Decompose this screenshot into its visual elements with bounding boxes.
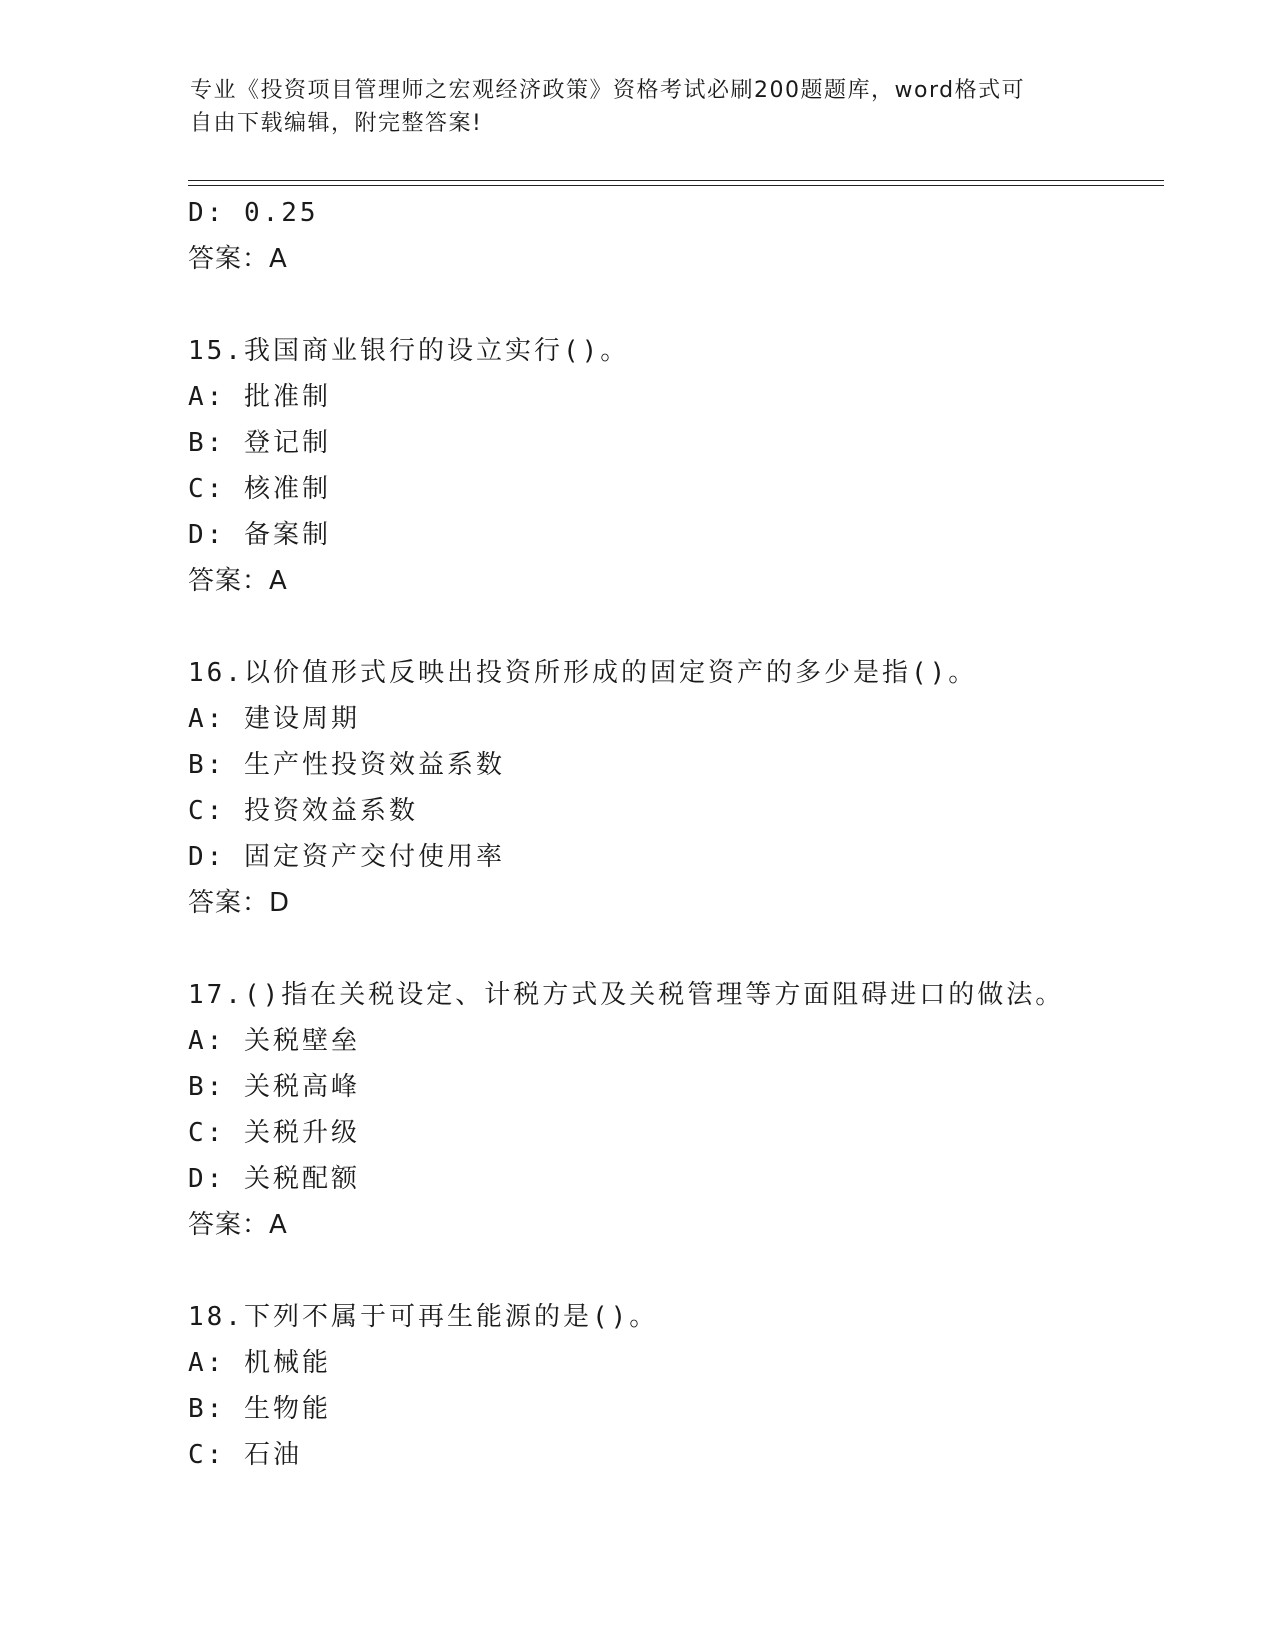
option-a: A: 批准制 [188,382,331,412]
answer-label: 答案：A [188,566,288,596]
option-d: D: 关税配额 [188,1164,360,1194]
option-b: B: 生产性投资效益系数 [188,750,505,780]
option-a: A: 关税壁垒 [188,1026,360,1056]
option-d: D: 备案制 [188,520,331,550]
option-b: B: 生物能 [188,1394,331,1424]
document-header [190,74,1090,140]
option-c: C: 关税升级 [188,1118,360,1148]
header-title-line-1: 专业《投资项目管理师之宏观经济政策》资格考试必刷200题题库，word格式可 [190,78,1026,103]
question-15 [188,328,1168,604]
question-stem: 17.()指在关税设定、计税方式及关税管理等方面阻碍进口的做法。 [188,980,1065,1010]
option-b: B: 关税高峰 [188,1072,360,1102]
question-14-tail [188,190,1168,282]
option-d: D: 固定资产交付使用率 [188,842,505,872]
question-16 [188,650,1168,926]
option-d: D: 0.25 [188,198,319,228]
question-17 [188,972,1168,1248]
question-list [188,190,1168,1478]
header-title-line-2: 自由下载编辑，附完整答案! [190,111,483,136]
answer-label: 答案：D [188,888,291,918]
question-stem: 15.我国商业银行的设立实行()。 [188,336,630,366]
question-18 [188,1294,1168,1478]
option-b: B: 登记制 [188,428,331,458]
question-stem: 16.以价值形式反映出投资所形成的固定资产的多少是指()。 [188,658,978,688]
answer-label: 答案：A [188,244,288,274]
option-a: A: 机械能 [188,1348,331,1378]
answer-label: 答案：A [188,1210,288,1240]
option-a: A: 建设周期 [188,704,360,734]
option-c: C: 石油 [188,1440,302,1470]
header-divider-top [188,180,1164,181]
header-divider-bottom [188,185,1164,186]
question-stem: 18.下列不属于可再生能源的是()。 [188,1302,659,1332]
option-c: C: 核准制 [188,474,331,504]
option-c: C: 投资效益系数 [188,796,418,826]
